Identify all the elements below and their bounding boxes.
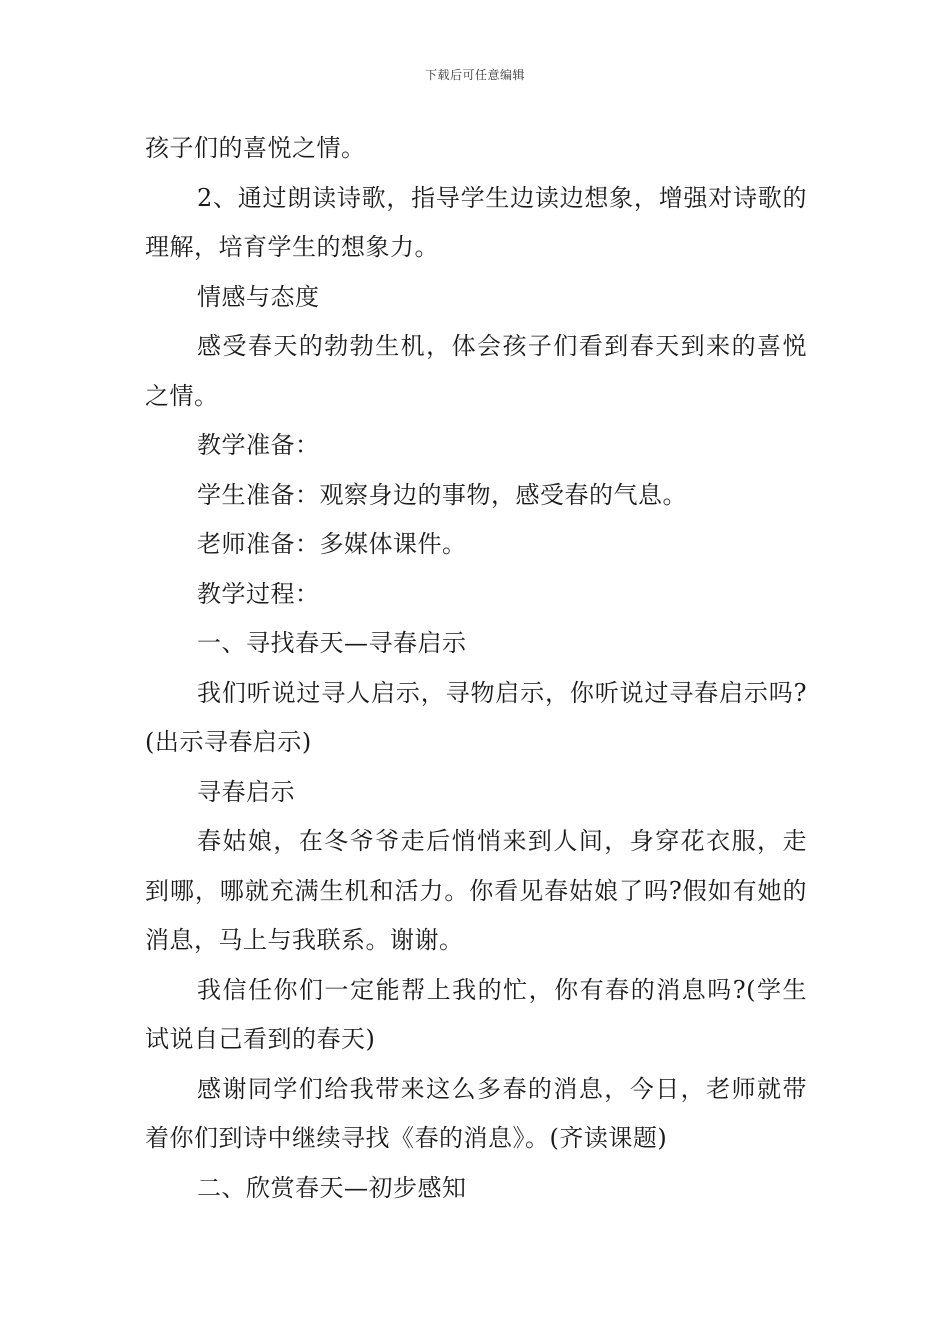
section-heading-emotion-attitude: 情感与态度	[197, 282, 320, 311]
paragraph-2: 2、通过朗读诗歌，指导学生边读边想象，增强对诗歌的理解，培育学生的想象力。	[145, 183, 807, 261]
document-body	[145, 124, 807, 1213]
paragraph-14: 感谢同学们给我带来这么多春的消息，今日，老师就带着你们到诗中继续寻找《春的消息》。(齐读课题)	[145, 1074, 807, 1152]
paragraph-1: 孩子们的喜悦之情。	[145, 134, 366, 162]
paragraph-10: 我们听说过寻人启示，寻物启示，你听说过寻春启示吗?(出示寻春启示)	[145, 678, 807, 756]
paragraph-student-preparation: 学生准备：观察身边的事物，感受春的气息。	[197, 480, 687, 509]
section-heading-teaching-preparation: 教学准备：	[197, 431, 320, 459]
section-heading-teaching-process: 教学过程：	[197, 579, 320, 608]
paragraph-teacher-preparation: 老师准备：多媒体课件。	[197, 530, 467, 558]
page-header: 下载后可任意编辑	[424, 68, 525, 82]
notice-title: 寻春启示	[197, 777, 295, 806]
notice-body: 春姑娘，在冬爷爷走后悄悄来到人间，身穿花衣服，走到哪，哪就充满生机和活力。你看见春姑娘了吗?假如有她的消息，马上与我联系。谢谢。	[145, 827, 807, 954]
section-heading-part-one: 一、寻找春天—寻春启示	[197, 629, 467, 657]
paragraph-13: 我信任你们一定能帮上我的忙，你有春的消息吗?(学生试说自己看到的春天)	[145, 975, 807, 1053]
paragraph-4: 感受春天的勃勃生机，体会孩子们看到春天到来的喜悦之情。	[145, 332, 807, 410]
section-heading-part-two: 二、欣赏春天—初步感知	[197, 1173, 467, 1202]
